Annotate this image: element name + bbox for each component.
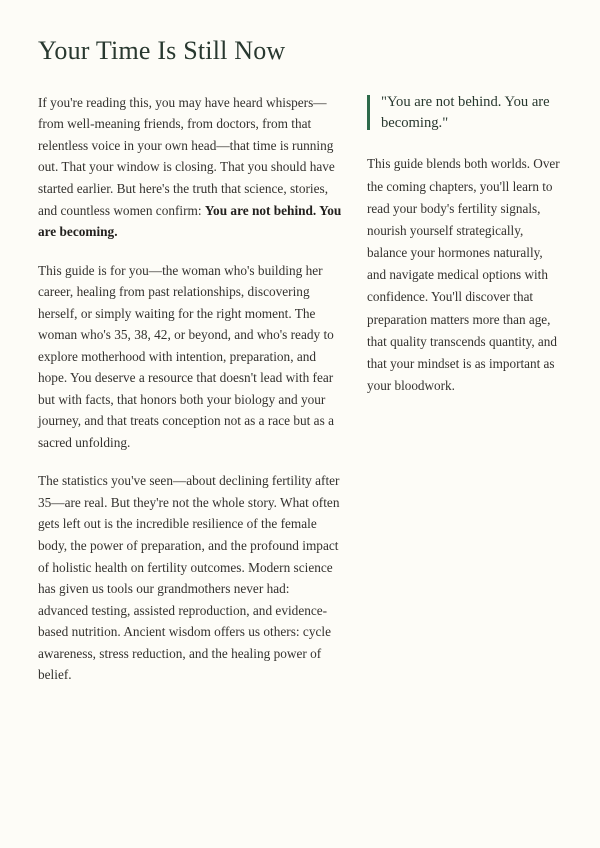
left-column (38, 92, 342, 686)
page-title: Your Time Is Still Now (38, 36, 286, 65)
right-column (367, 92, 562, 397)
pullquote-accent-bar (367, 95, 370, 130)
paragraph-statistics: The statistics you've seen—about declining fertility after 35—are real. But they're not the whole story. What often gets left out is the incredible resilience of the female body, the power of preparation, and the profound impact of holistic health on fertility outcomes. Modern science has given us tools our grandmothers never had: advanced testing, assisted reproduction, and evidence-based nutrition. Ancient wisdom offers us others: cycle awareness, stress reduction, and the healing power of belief. (38, 473, 340, 683)
pullquote-text: "You are not behind. You are becoming." (381, 93, 550, 131)
pullquote (367, 92, 562, 133)
two-column-layout (38, 92, 562, 686)
paragraph-intro-lead: If you're reading this, you may have heard whispers—from well-meaning friends, from doctors, from that relentless voice in your own head—that time is running out. That your window is closing. That you should have started earlier. But here's the truth that science, stories, and countless women confirm: (38, 94, 335, 218)
paragraph-intro-emphasis: You are not behind. You are becoming. (38, 202, 342, 240)
paragraph-intro (38, 92, 342, 243)
paragraph-guide-overview: This guide blends both worlds. Over the coming chapters, you'll learn to read your body's fertility signals, nourish yourself strategically, balance your hormones naturally, and navigate medical options with confidence. You'll discover that preparation matters more than age, that quality transcends quantity, and that your mindset is as important as your bloodwork. (367, 156, 560, 394)
paragraph-audience: This guide is for you—the woman who's building her career, healing from past relationships, discovering herself, or simply waiting for the right moment. The woman who's 35, 38, 42, or beyond, and who's ready to explore motherhood with intention, preparation, and hope. You deserve a resource that doesn't lead with fear but with facts, that honors both your biology and your journey, and that treats conception not as a race but as a sacred unfolding. (38, 262, 334, 450)
